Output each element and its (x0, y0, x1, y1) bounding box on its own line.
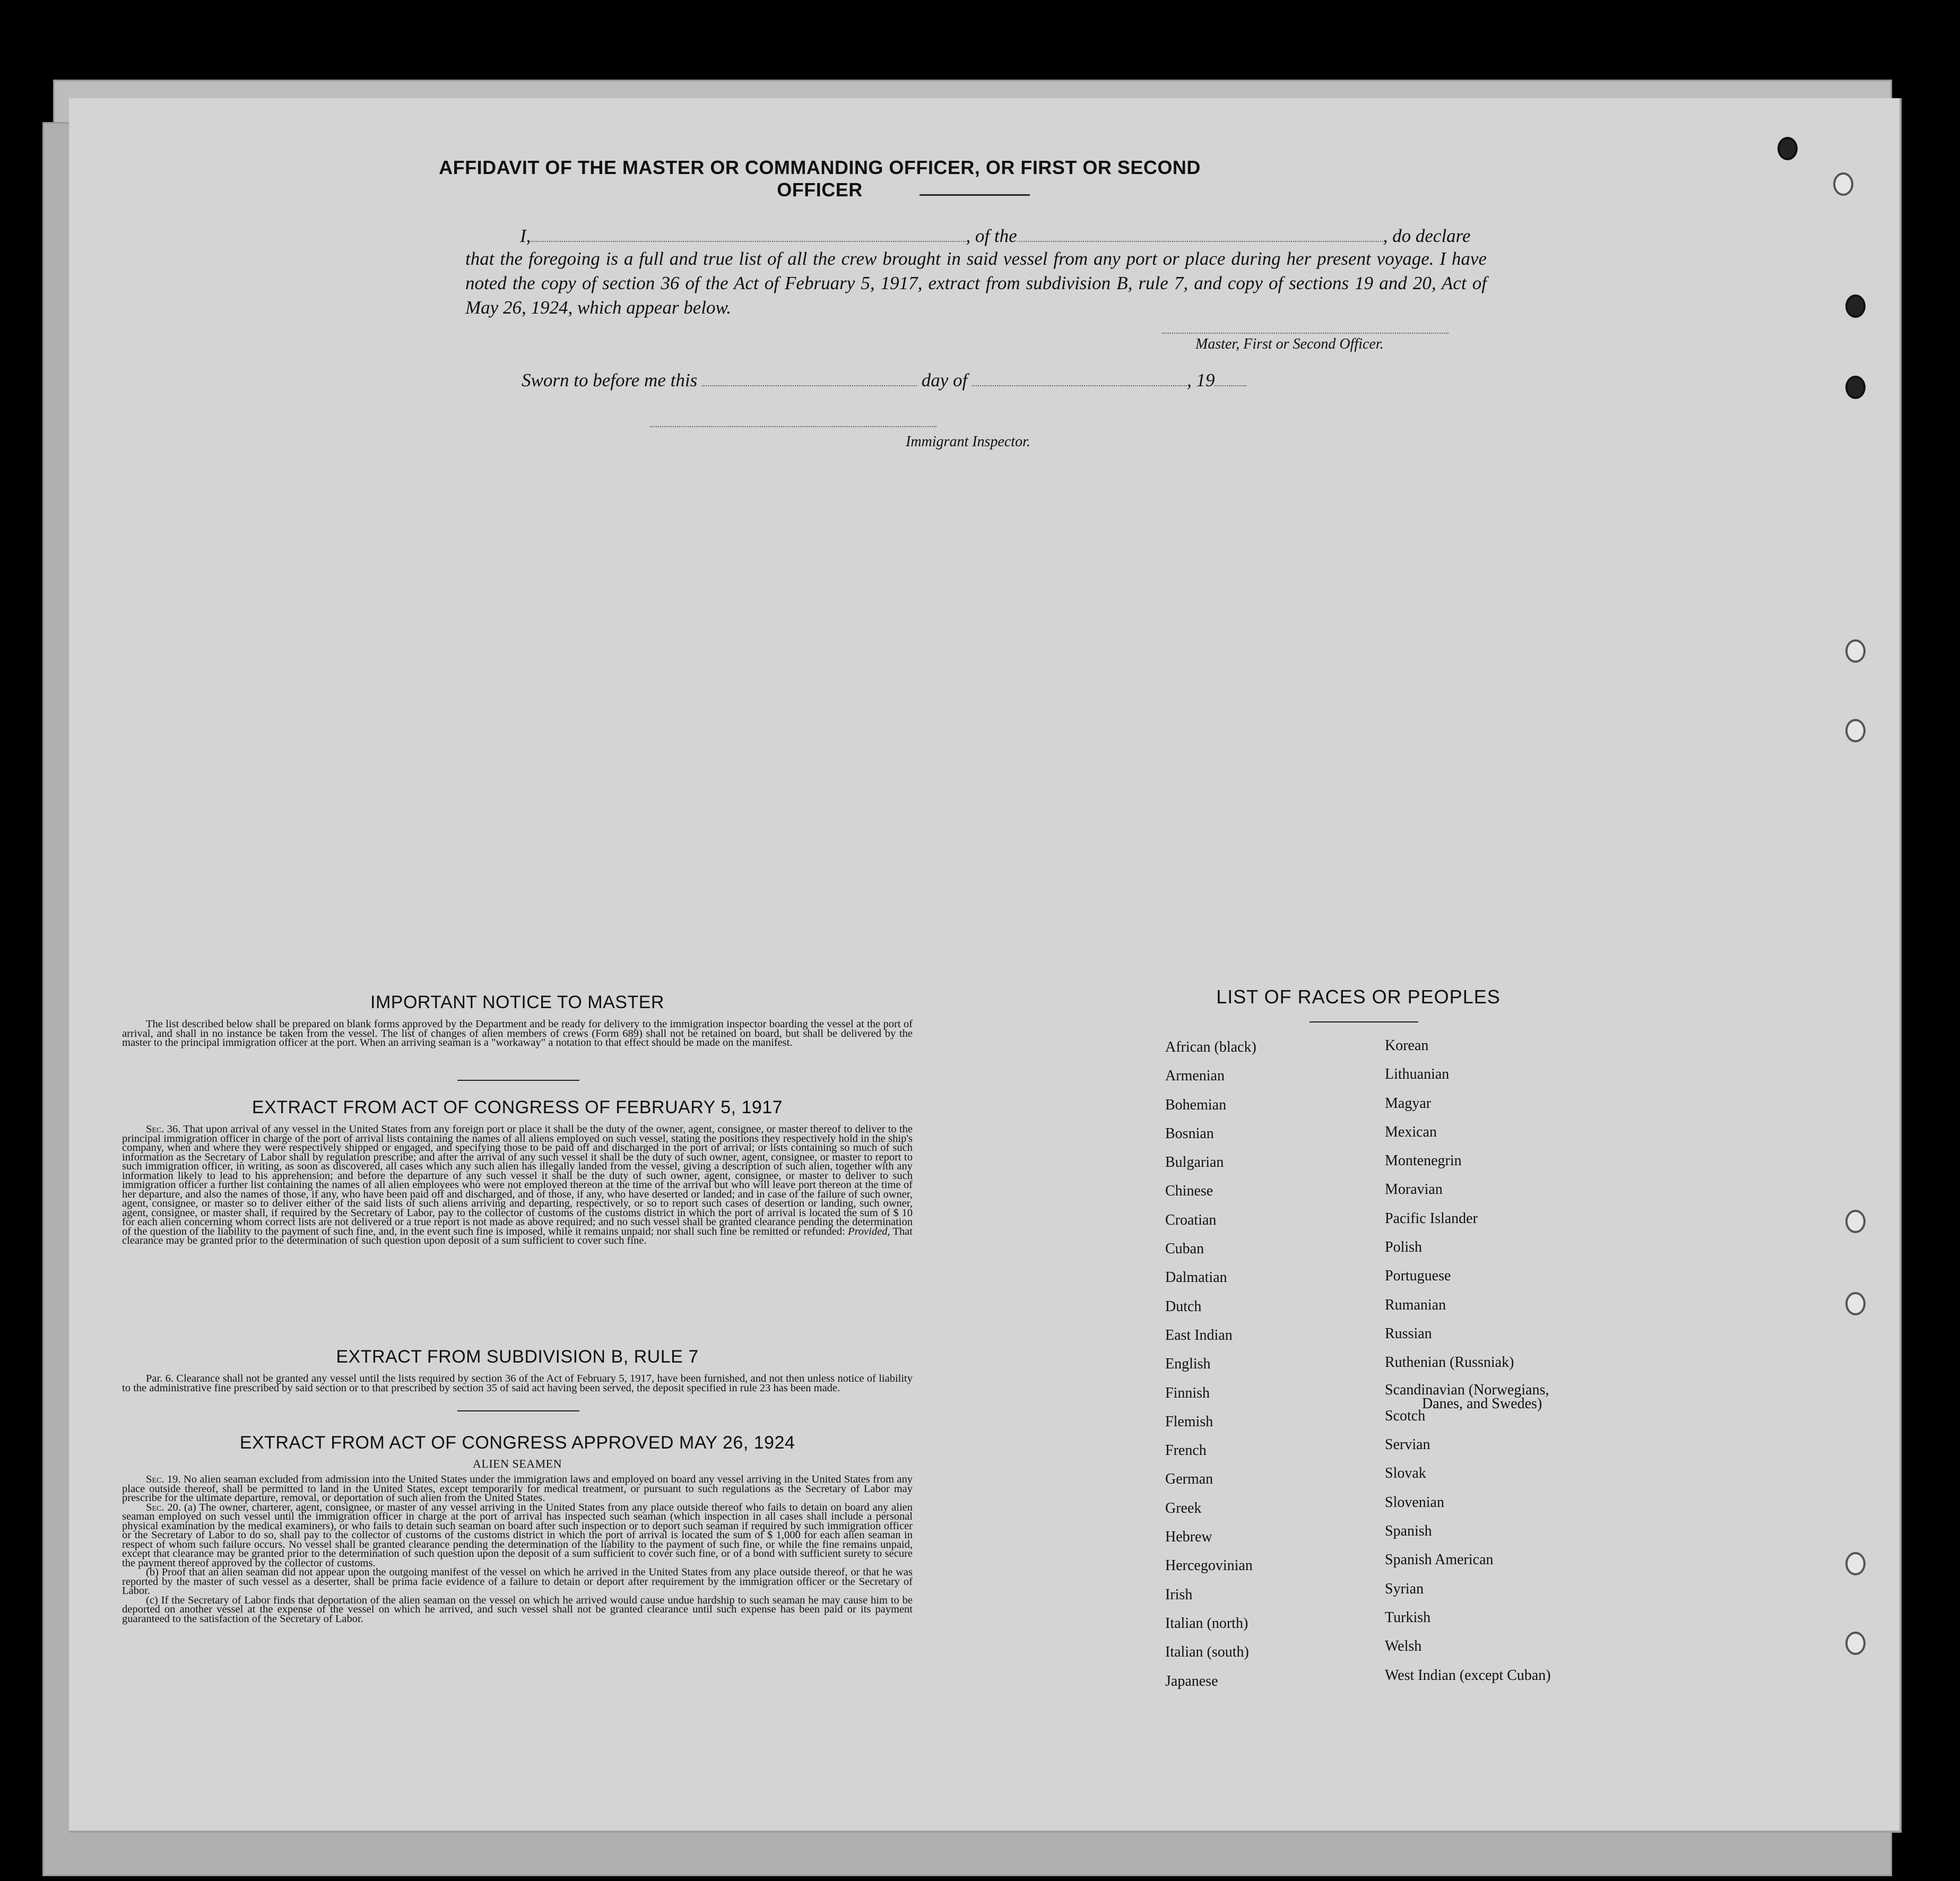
punch-hole-icon (1845, 376, 1866, 399)
race-item: Rumanian (1385, 1296, 1446, 1313)
declaration-text: that the foregoing is a full and true list of all the crew brought in said vessel from any port or place during her present voyage. I have noted the copy of section 36 of the Act of February 5, 1917, extract from subdivision B, rule 7, and copy of sections 19 and 20, Act of May 26, 1924, which appear below. (465, 248, 1487, 318)
extract-rule7-title: EXTRACT FROM SUBDIVISION B, RULE 7 (336, 1347, 699, 1367)
race-item: French (1165, 1442, 1207, 1459)
sec-20b-text: (b) Proof that an alien seaman did not appear upon the outgoing manifest of the vessel on which he arrived in the United States from any place outside thereof, or that he was reported by the master of such vessel as a deserter, shall be prima facie evidence of a failure to detain or deport after requirement by the immigration officer or the Secretary of Labor. (122, 1566, 913, 1597)
extract-1917-title: EXTRACT FROM ACT OF CONGRESS OF FEBRUARY 5, 1917 (251, 1097, 783, 1117)
race-item: Bosnian (1165, 1125, 1214, 1142)
race-item: Flemish (1165, 1413, 1213, 1430)
race-item: Polish (1385, 1239, 1423, 1256)
notice-title: IMPORTANT NOTICE TO MASTER (370, 992, 664, 1012)
master-signature-label: Master, First or Second Officer. (1195, 336, 1384, 352)
punch-hole-icon (1845, 1292, 1866, 1315)
name-blank[interactable] (531, 236, 966, 242)
sec-36-text: That upon arrival of any vessel in the United States from any foreign port or place it shall be the duty of the owner, agent, consignee, or master thereof to deliver to the principal immigration officer in charge of the port of arrival lists containing the names of all aliens employed on such vessel, stating the positions they respectively hold in the ship's company, when and where they were respectively shipped or engaged, and specifying those to be paid off and discharged in the port of arrival; or lists containing so much of such information as the Secretary of Labor shall by regulation prescribe; and after the arrival of any such vessel it shall be the duty of such owner, agent, consignee, or master to report to such immigration officer, in writing, as soon as discovered, all cases which any such alien has illegally landed from the vessel, giving a description of such alien, together with any information likely to lead to his apprehension; and before the departure of any such vessel it shall be the duty of such owner, agent, consignee, or master to deliver to such immigration officer a further list containing the names of all alien employees who were not employed thereon at the time of the arrival but who will leave port thereon at the time of her departure, and also the names of those, if any, who have been paid off and discharged, and of those, if any, who have deserted or landed; and in case of the failure of such owner, agent, consignee, or master so to deliver either of the said lists of such aliens arriving and departing, respectively, or so to report such cases of desertion or landing, such owner, agent, consignee, or master shall, if required by the Secretary of Labor, pay to the collector of customs of the customs district in which the port of arrival is located the sum of $ 10 for each alien concerning whom correct lists are not delivered or a true report is not made as above required; and no such vessel shall be granted clearance pending the determination of the question of the liability to the payment of such fine, and, in the event such fine is imposed, while it remains unpaid; nor shall such fine be remitted or refunded: (122, 1123, 913, 1237)
race-item: Lithuanian (1385, 1066, 1450, 1083)
punch-hole-icon (1833, 172, 1853, 196)
race-item: Chinese (1165, 1183, 1213, 1200)
notice-paragraph: The list described below shall be prepared on blank forms approved by the Department and be ready for delivery to the immigration inspector boarding the vessel at the port of arrival, and shall in no instance be taken from the vessel. The list of changes of alien members of crews (Form 689) shall not be retained on board, but shall be delivered by the master to the principal immigration officer at the port. When an arriving seaman is a "workaway" a notation to that effect should be made on the manifest. (122, 1018, 913, 1048)
race-item: Italian (north) (1165, 1615, 1248, 1632)
race-item: Spanish (1385, 1523, 1432, 1540)
extract-1917-text (122, 1125, 913, 1246)
declaration-line (520, 226, 1471, 247)
extract-1924-text (122, 1475, 913, 1624)
sworn-day-blank[interactable] (702, 380, 917, 386)
sec-20c-text: (c) If the Secretary of Labor finds that deportation of the alien seaman on the vessel on which he arrived would cause undue hardship to such seaman he may cause him to be deported on another vessel at the expense of the vessel on which he arrived, and such vessel shall not be granted clearance until such expense has been paid or its payment guaranteed to the satisfaction of the Secretary of Labor. (122, 1594, 913, 1625)
race-item: Dutch (1165, 1298, 1202, 1315)
race-item: Armenian (1165, 1068, 1225, 1085)
race-item: Slovak (1385, 1465, 1426, 1482)
punch-hole-icon (1777, 137, 1798, 160)
race-item: Montenegrin (1385, 1152, 1462, 1169)
race-item: Moravian (1385, 1181, 1443, 1198)
sworn-year-blank[interactable] (1215, 380, 1246, 386)
divider (457, 1080, 579, 1081)
punch-hole-icon (1845, 294, 1866, 318)
declaration-of-the: , of the (966, 226, 1017, 246)
sec-36-label: Sec. 36. (146, 1123, 181, 1135)
races-title: LIST OF RACES OR PEOPLES (1216, 986, 1501, 1008)
race-item: Bulgarian (1165, 1154, 1224, 1171)
race-item-line-2: Danes, and Swedes) (1422, 1395, 1542, 1412)
punch-hole-icon (1845, 1552, 1866, 1575)
race-item: Korean (1385, 1037, 1429, 1054)
race-item: German (1165, 1471, 1213, 1488)
race-item: Bohemian (1165, 1096, 1227, 1113)
punch-hole-icon (1845, 719, 1866, 742)
race-item: English (1165, 1356, 1211, 1373)
proviso-text: That clearance may be granted prior to the determination of such question upon deposit of a sum sufficient to cover such fine. (122, 1225, 913, 1246)
divider (1309, 1021, 1418, 1022)
race-item: East Indian (1165, 1327, 1233, 1343)
inspector-signature-line[interactable] (650, 426, 936, 427)
par-6-text: Par. 6. Clearance shall not be granted any vessel until the lists required by section 36 of the Act of February 5, 1917, have been furnished, and not then unless notice of liability to the administrative fine prescribed by said section or to that prescribed by section 35 of said act having been served, the deposit specified in rule 23 has been made. (122, 1373, 913, 1394)
notice-text (122, 1020, 913, 1048)
punch-hole-icon (1845, 1210, 1866, 1233)
race-item: Scotch (1385, 1407, 1426, 1424)
vessel-blank[interactable] (1017, 236, 1383, 242)
race-item: Hercegovinian (1165, 1557, 1253, 1574)
race-item: Mexican (1385, 1123, 1437, 1140)
sec-20-label: Sec. 20. (146, 1501, 181, 1513)
race-item-line-1: Scandinavian (Norwegians, (1385, 1381, 1549, 1398)
race-item: Hebrew (1165, 1529, 1212, 1546)
race-item: Slovenian (1385, 1494, 1444, 1511)
inspector-label: Immigrant Inspector. (906, 434, 1030, 450)
race-item: Pacific Islander (1385, 1210, 1478, 1227)
sworn-month-blank[interactable] (972, 380, 1187, 386)
extract-rule7-text (122, 1374, 913, 1393)
race-item: Dalmatian (1165, 1269, 1227, 1286)
races-column-1 (1165, 1039, 1256, 1702)
race-item: Croatian (1165, 1211, 1217, 1228)
race-item: Irish (1165, 1586, 1193, 1603)
affidavit-title: AFFIDAVIT OF THE MASTER OR COMMANDING OFFICER, OR FIRST OR SECOND OFFICER (439, 157, 1201, 201)
race-item: African (black) (1165, 1039, 1256, 1055)
race-item: Italian (south) (1165, 1644, 1249, 1661)
race-item: Finnish (1165, 1384, 1210, 1401)
race-item: West Indian (except Cuban) (1385, 1667, 1551, 1684)
races-column-2 (1385, 1037, 1551, 1696)
declaration-i: I, (520, 226, 531, 246)
proviso-label: Provided, (848, 1225, 890, 1237)
sec-20a-text: (a) The owner, charterer, agent, consignee, or master of any vessel arriving in the United States from any place outside thereof who fails to detain on board any alien seaman employed on such vessel until the immigration officer in charge at the port of arrival has inspected such seaman (which inspection in all cases shall include a personal physical examination by the medical examiners), or who fails to detain such seaman on board after such inspection or to deport such seaman if required by such immigration officer or the Secretary of Labor to do so, shall pay to the collector of customs of the customs district in which the port of arrival is located the sum of $ 1,000 for each alien seaman in respect of whom such failure occurs. No vessel shall be granted clearance pending the determination of the liability to the payment of such fine, or while the fine remains unpaid, except that clearance may be granted prior to the determination of such question upon the deposit of a sum sufficient to cover such fine, or of a bond with sufficient surety to secure the payment thereof approved by the collector of customs. (122, 1501, 913, 1569)
master-signature-line[interactable] (1162, 333, 1449, 334)
race-item: Welsh (1385, 1638, 1422, 1655)
race-item: Portuguese (1385, 1268, 1451, 1285)
race-item: Spanish American (1385, 1551, 1494, 1568)
sworn-line (522, 370, 1246, 391)
sworn-year: , 19 (1186, 370, 1215, 391)
title-underline (920, 194, 1030, 196)
race-item: Turkish (1385, 1609, 1431, 1626)
punch-hole-icon (1845, 639, 1866, 663)
race-item: Japanese (1165, 1672, 1218, 1689)
sec-19-text: No alien seaman excluded from admission into the United States under the immigration laws and employed on board any vessel arriving in the United States from any place outside thereof, shall be permitted to land in the United States, except temporarily for medical treatment, or pursuant to such regulations as the Secretary of Labor may prescribe for the ultimate departure, removal, or deportation of such alien from the United States. (122, 1473, 913, 1504)
race-item: Servian (1385, 1436, 1430, 1453)
sworn-day-of: day of (921, 370, 968, 391)
race-item: Greek (1165, 1499, 1202, 1516)
alien-seamen-subtitle: ALIEN SEAMEN (473, 1457, 562, 1470)
divider (457, 1410, 579, 1411)
extract-1924-title: EXTRACT FROM ACT OF CONGRESS APPROVED MAY 26, 1924 (239, 1433, 795, 1453)
punch-hole-icon (1845, 1632, 1866, 1655)
race-item: Syrian (1385, 1580, 1424, 1597)
race-item: Ruthenian (Russniak) (1385, 1354, 1514, 1371)
sworn-text: Sworn to before me this (522, 370, 698, 391)
declaration-do-declare: , do declare (1383, 226, 1471, 246)
race-item: Magyar (1385, 1095, 1432, 1112)
race-item: Cuban (1165, 1241, 1204, 1258)
race-item: Russian (1385, 1325, 1432, 1342)
sec-19-label: Sec. 19. (146, 1473, 181, 1485)
